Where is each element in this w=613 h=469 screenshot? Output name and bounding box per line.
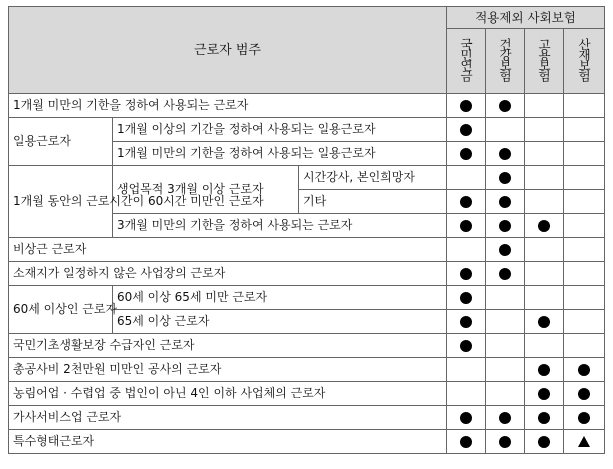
mark-cell [486, 166, 525, 190]
mark-cell [447, 334, 486, 358]
health-insurance-header: 건강보험 [486, 29, 525, 94]
filled-circle-icon [578, 388, 590, 400]
mark-cell [447, 262, 486, 286]
row-label: 농림어업 · 수렵업 중 법인이 아닌 4인 이하 사업체의 근로자 [9, 382, 447, 406]
mark-cell [564, 286, 605, 310]
filled-circle-icon [538, 220, 550, 232]
category-header: 근로자 범주 [9, 7, 447, 94]
mark-cell [525, 142, 564, 166]
mark-cell [486, 262, 525, 286]
mark-cell [525, 286, 564, 310]
filled-circle-icon [460, 292, 472, 304]
mark-cell [486, 430, 525, 454]
mark-cell [447, 94, 486, 118]
mark-cell [447, 382, 486, 406]
filled-triangle-icon [578, 436, 590, 447]
filled-circle-icon [538, 436, 550, 448]
filled-circle-icon [538, 316, 550, 328]
filled-circle-icon [538, 388, 550, 400]
industrial-accident-insurance-header: 산재보험 [564, 29, 605, 94]
mark-cell [447, 166, 486, 190]
mark-cell [486, 142, 525, 166]
header-row-group [9, 7, 605, 29]
row-label: 총공사비 2천만원 미만인 공사의 근로자 [9, 358, 447, 382]
mark-cell [525, 166, 564, 190]
filled-circle-icon [460, 124, 472, 136]
row-label: 가사서비스업 근로자 [9, 406, 447, 430]
filled-circle-icon [460, 196, 472, 208]
employment-insurance-header: 고용보험 [525, 29, 564, 94]
mark-cell [564, 166, 605, 190]
exempt-insurance-header: 적용제외 사회보험 [447, 7, 605, 29]
table-row [9, 94, 605, 118]
row-label: 65세 이상 근로자 [113, 310, 447, 334]
mark-cell [525, 118, 564, 142]
table-row [9, 238, 605, 262]
mark-cell [525, 190, 564, 214]
mark-cell [525, 430, 564, 454]
mark-cell [447, 286, 486, 310]
row-label: 시간강사, 본인희망자 [299, 166, 447, 190]
mark-cell [447, 358, 486, 382]
row-label: 국민기초생활보장 수급자인 근로자 [9, 334, 447, 358]
mark-cell [564, 310, 605, 334]
group-label-short-hours: 1개월 동안의 근로시간이 60시간 미만인 근로자 [9, 166, 113, 238]
mark-cell [564, 382, 605, 406]
filled-circle-icon [460, 148, 472, 160]
filled-circle-icon [538, 412, 550, 424]
mark-cell [564, 94, 605, 118]
mark-cell [486, 286, 525, 310]
mark-cell [486, 190, 525, 214]
table-row [9, 166, 605, 190]
table-row [9, 430, 605, 454]
social-insurance-exemption-table-wrapper [8, 6, 605, 454]
mark-cell [525, 310, 564, 334]
mark-cell [525, 238, 564, 262]
row-label: 1개월 미만의 기한을 정하여 사용되는 일용근로자 [113, 142, 447, 166]
mark-cell [447, 310, 486, 334]
mark-cell [525, 382, 564, 406]
national-pension-header: 국민연금 [447, 29, 486, 94]
mark-cell [564, 262, 605, 286]
mark-cell [564, 358, 605, 382]
mark-cell [564, 238, 605, 262]
mark-cell [486, 118, 525, 142]
group-label-daily-workers: 일용근로자 [9, 118, 113, 166]
table-row [9, 262, 605, 286]
filled-circle-icon [578, 412, 590, 424]
mark-cell [447, 214, 486, 238]
mark-cell [486, 310, 525, 334]
filled-circle-icon [460, 436, 472, 448]
mark-cell [447, 406, 486, 430]
table-row [9, 334, 605, 358]
row-label: 1개월 미만의 기한을 정하여 사용되는 근로자 [9, 94, 447, 118]
mark-cell [486, 334, 525, 358]
row-label: 기타 [299, 190, 447, 214]
table-row [9, 286, 605, 310]
mark-cell [564, 406, 605, 430]
filled-circle-icon [460, 340, 472, 352]
mark-cell [486, 382, 525, 406]
mark-cell [486, 214, 525, 238]
mark-cell [447, 190, 486, 214]
mark-cell [486, 406, 525, 430]
sub-group-label-livelihood: 생업목적 3개월 이상 근로자 [113, 166, 299, 214]
table-row [9, 382, 605, 406]
filled-circle-icon [499, 412, 511, 424]
table-row [9, 406, 605, 430]
filled-circle-icon [578, 364, 590, 376]
mark-cell [525, 334, 564, 358]
filled-circle-icon [499, 220, 511, 232]
mark-cell [564, 334, 605, 358]
filled-circle-icon [499, 196, 511, 208]
group-label-age-60-plus: 60세 이상인 근로자 [9, 286, 113, 334]
filled-circle-icon [499, 268, 511, 280]
mark-cell [564, 118, 605, 142]
row-label: 60세 이상 65세 미만 근로자 [113, 286, 447, 310]
filled-circle-icon [460, 100, 472, 112]
mark-cell [525, 358, 564, 382]
mark-cell [447, 238, 486, 262]
mark-cell [447, 142, 486, 166]
mark-cell [564, 214, 605, 238]
row-label: 비상근 근로자 [9, 238, 447, 262]
filled-circle-icon [499, 244, 511, 256]
filled-circle-icon [499, 172, 511, 184]
mark-cell [525, 262, 564, 286]
table-row [9, 118, 605, 142]
filled-circle-icon [460, 412, 472, 424]
mark-cell [525, 214, 564, 238]
mark-cell [525, 406, 564, 430]
mark-cell [564, 190, 605, 214]
row-label: 3개월 미만의 기한을 정하여 사용되는 근로자 [113, 214, 447, 238]
mark-cell [564, 430, 605, 454]
social-insurance-exemption-table [8, 6, 605, 454]
mark-cell [564, 142, 605, 166]
table-row [9, 358, 605, 382]
mark-cell [447, 430, 486, 454]
filled-circle-icon [538, 364, 550, 376]
mark-cell [447, 118, 486, 142]
row-label: 소재지가 일정하지 않은 사업장의 근로자 [9, 262, 447, 286]
filled-circle-icon [499, 436, 511, 448]
mark-cell [525, 94, 564, 118]
mark-cell [486, 358, 525, 382]
filled-circle-icon [499, 148, 511, 160]
filled-circle-icon [460, 268, 472, 280]
row-label: 1개월 이상의 기간을 정하여 사용되는 일용근로자 [113, 118, 447, 142]
row-label: 특수형태근로자 [9, 430, 447, 454]
filled-circle-icon [499, 100, 511, 112]
filled-circle-icon [460, 316, 472, 328]
mark-cell [486, 238, 525, 262]
filled-circle-icon [460, 220, 472, 232]
mark-cell [486, 94, 525, 118]
